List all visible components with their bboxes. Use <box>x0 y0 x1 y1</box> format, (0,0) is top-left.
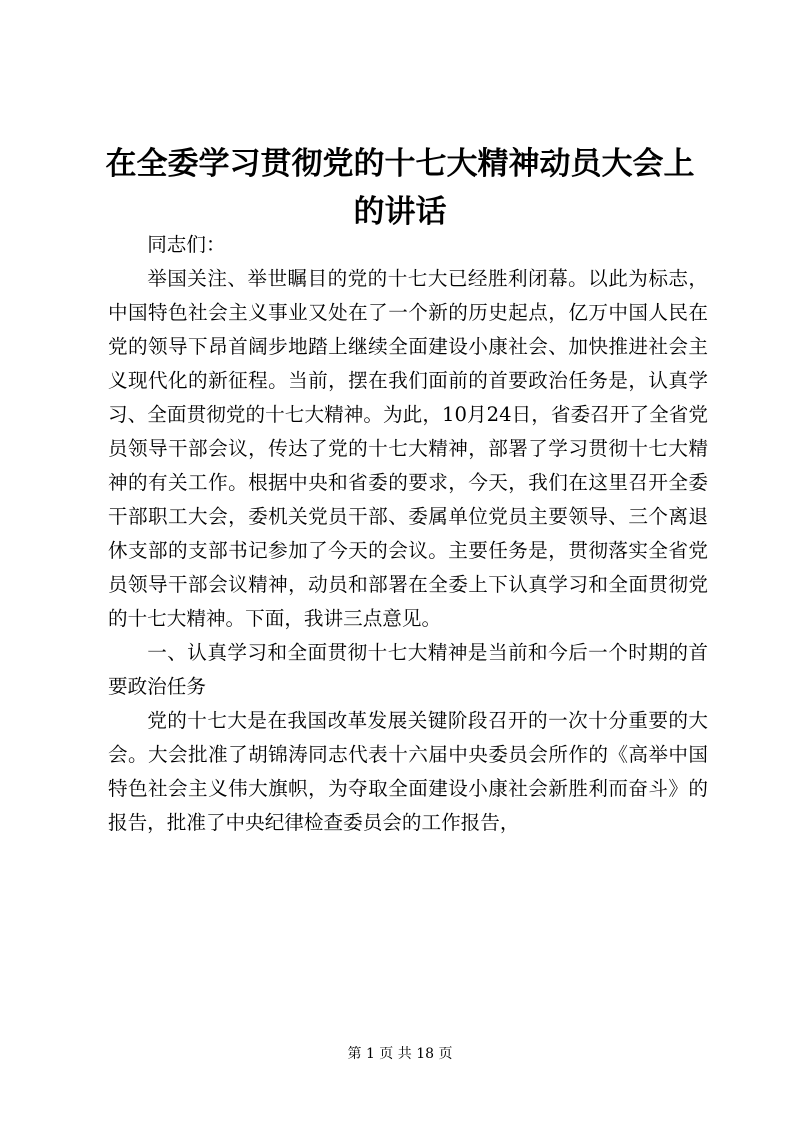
paragraph-intro: 举国关注、举世瞩目的党的十七大已经胜利闭幕。以此为标志，中国特色社会主义事业又处在了一个新的历史起点，亿万中国人民在党的领导下昂首阔步地踏上继续全面建设小康社会、加快推进社会主义现代化的新征程。当前，摆在我们面前的首要政治任务是，认真学习、全面贯彻党的十七大精神。为此，10月24日，省委召开了全省党员领导干部会议，传达了党的十七大精神，部署了学习贯彻十七大精神的有关工作。根据中央和省委的要求，今天，我们在这里召开全委干部职工大会，委机关党员干部、委属单位党员主要领导、三个离退休支部的支部书记参加了今天的会议。主要任务是，贯彻落实全省党员领导干部会议精神，动员和部署在全委上下认真学习和全面贯彻党的十七大精神。下面，我讲三点意见。 <box>108 267 708 630</box>
document-title: 在全委学习贯彻党的十七大精神动员大会上的讲话 <box>105 146 695 230</box>
paragraph-salutation: 同志们： <box>147 233 226 256</box>
paragraph-section-one: 党的十七大是在我国改革发展关键阶段召开的一次十分重要的大会。大会批准了胡锦涛同志代表十六届中央委员会所作的《高举中国特色社会主义伟大旗帜，为夺取全面建设小康社会新胜利而奋斗》的报告，批准了中央纪律检查委员会的工作报告， <box>108 709 708 834</box>
section-heading-one: 一、认真学习和全面贯彻十七大精神是当前和今后一个时期的首要政治任务 <box>108 641 708 698</box>
page-number-footer: 第 1 页 共 18 页 <box>347 1046 453 1062</box>
document-body <box>108 228 708 840</box>
